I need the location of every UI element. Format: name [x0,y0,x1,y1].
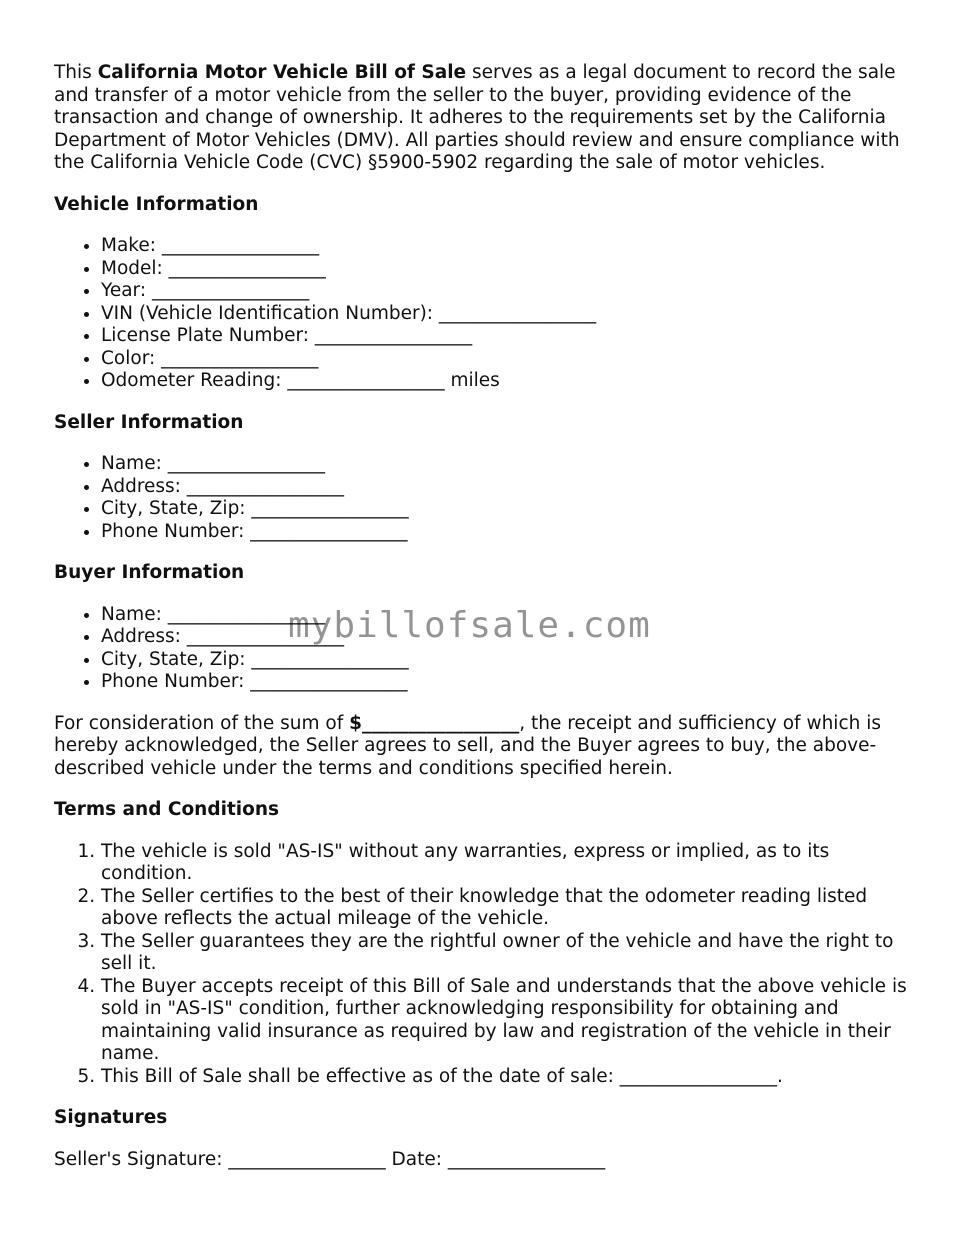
intro-prefix: This [54,62,98,83]
vehicle-license-plate-field: • License Plate Number: _________________ [101,325,924,348]
vehicle-information-heading: Vehicle Information [54,193,259,215]
buyer-phone-field: • Phone Number: _________________ [101,671,924,694]
seller-information-heading: Seller Information [54,411,244,433]
vehicle-information-list [54,235,924,393]
vehicle-model-field: • Model: _________________ [101,258,924,281]
seller-signature-line: Seller's Signature: _________________ Date: _________________ [54,1148,606,1170]
consideration-paragraph [54,713,924,781]
watermark-text: mybillofsale.com [288,605,651,646]
consideration-amount-field: $_________________ [349,712,520,734]
bill-of-sale-document [54,62,924,1171]
seller-city-state-zip-field: • City, State, Zip: _________________ [101,498,924,521]
seller-information-list [54,453,924,543]
term-item: 4. The Buyer accepts receipt of this Bill of Sale and understands that the above vehicle is sold in "AS-IS" condition, further acknowledging responsibility for obtaining and maintaining valid insurance as required by law and registration of the vehicle in their name. [101,976,924,1066]
intro-text: serves as a legal document to record the sale and transfer of a motor vehicle from the seller to the buyer, providing evidence of the transaction and change of ownership. It adheres to the requirements set by the California Department of Motor Vehicles (DMV). All parties should review and ensure compliance with the California Vehicle Code (CVC) §5900-5902 regarding the sale of motor vehicles. [54,62,900,173]
term-item: 2. The Seller certifies to the best of their knowledge that the odometer reading listed above reflects the actual mileage of the vehicle. [101,886,924,931]
terms-list [54,841,924,1089]
vehicle-vin-field: • VIN (Vehicle Identification Number): _________________ [101,303,924,326]
consideration-text: , the receipt and sufficiency of which is hereby acknowledged, the Seller agrees to sell, and the Buyer agrees to buy, the above-described vehicle under the terms and conditions specified herein. [54,712,882,779]
signatures-heading: Signatures [54,1107,168,1128]
vehicle-year-field: • Year: _________________ [101,280,924,303]
document-title: California Motor Vehicle Bill of Sale [97,62,467,83]
buyer-name-field: • Name: _________________ [101,604,924,627]
term-item: 5. This Bill of Sale shall be effective as of the date of sale: _________________. [101,1066,924,1089]
buyer-information-list [54,604,924,694]
vehicle-color-field: • Color: _________________ [101,348,924,371]
vehicle-make-field: • Make: _________________ [101,235,924,258]
seller-address-field: • Address: _________________ [101,476,924,499]
buyer-address-field: • Address: _________________ [101,626,924,649]
buyer-city-state-zip-field: • City, State, Zip: _________________ [101,649,924,672]
terms-heading: Terms and Conditions [54,799,280,820]
vehicle-odometer-field: • Odometer Reading: _________________ miles [101,370,924,393]
term-item: 3. The Seller guarantees they are the rightful owner of the vehicle and have the right to sell it. [101,931,924,976]
intro-paragraph [54,62,924,175]
consideration-prefix: For consideration of the sum of [54,712,350,734]
seller-phone-field: • Phone Number: _________________ [101,521,924,544]
term-item: 1. The vehicle is sold "AS-IS" without any warranties, express or implied, as to its condition. [101,841,924,886]
seller-name-field: • Name: _________________ [101,453,924,476]
buyer-information-heading: Buyer Information [54,562,245,583]
